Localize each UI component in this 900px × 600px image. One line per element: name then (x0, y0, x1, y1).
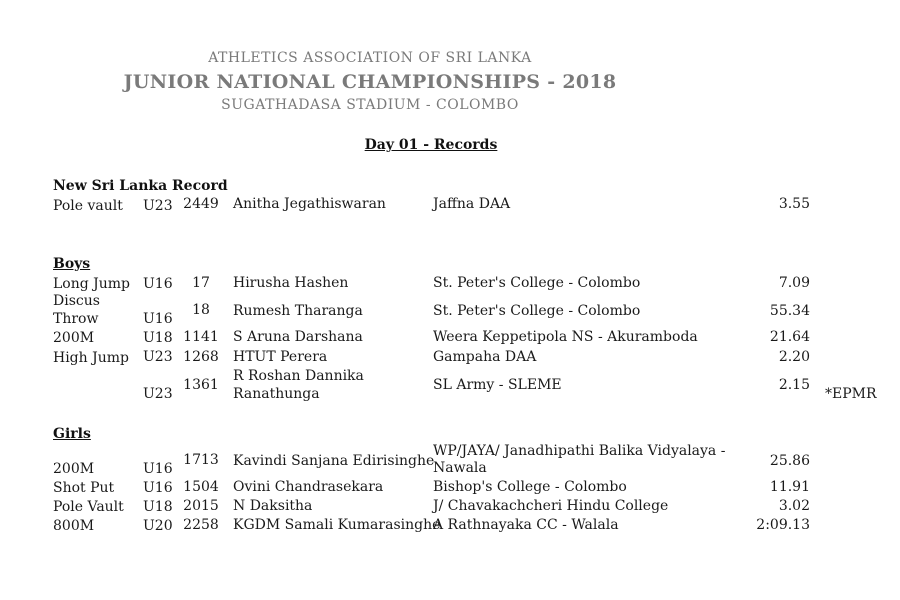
number-cell: 2258 (183, 517, 219, 533)
event-cell: Pole vault (53, 198, 123, 214)
section-title-boys: Boys (53, 256, 91, 272)
name-cell: Rumesh Tharanga (233, 303, 363, 319)
name-cell: Hirusha Hashen (233, 275, 349, 291)
performance-cell: 3.02 (778, 498, 810, 514)
event-cell: 200M (53, 330, 95, 346)
age-cell: U16 (143, 480, 173, 496)
age-cell: U20 (143, 518, 173, 534)
club-cell: Gampaha DAA (433, 349, 537, 365)
name-cell: S Aruna Darshana (233, 329, 363, 345)
event-cell: Long Jump (53, 276, 131, 292)
club-cell: J/ Chavakachcheri Hindu College (433, 498, 669, 514)
day-title: Day 01 - Records (364, 137, 498, 153)
number-cell: 1713 (183, 452, 219, 468)
club-cell-line2: Nawala (433, 460, 487, 476)
performance-cell: 2.20 (778, 349, 810, 365)
name-cell: KGDM Samali Kumarasinghe (233, 517, 441, 533)
performance-cell: 11.91 (769, 479, 810, 495)
name-cell: Ovini Chandrasekara (233, 479, 384, 495)
event-cell: 800M (53, 518, 95, 534)
name-cell: Kavindi Sanjana Edirisinghe (233, 453, 435, 469)
performance-cell: 2.15 (778, 377, 810, 393)
number-cell: 17 (192, 275, 210, 291)
number-cell: 2449 (183, 196, 219, 212)
event-cell: Shot Put (53, 480, 115, 496)
club-cell: SL Army - SLEME (433, 377, 562, 393)
age-cell: U18 (143, 499, 173, 515)
note-cell: *EPMR (825, 386, 877, 402)
performance-cell: 7.09 (778, 275, 810, 291)
performance-cell: 3.55 (778, 196, 810, 212)
age-cell: U18 (143, 330, 173, 346)
event-cell-line1: Discus (53, 293, 100, 309)
performance-cell: 21.64 (769, 329, 810, 345)
club-cell: Jaffna DAA (433, 196, 511, 212)
name-cell: HTUT Perera (233, 349, 328, 365)
club-cell-line1: WP/JAYA/ Janadhipathi Balika Vidyalaya - (433, 443, 726, 459)
championship-title: JUNIOR NATIONAL CHAMPIONSHIPS - 2018 (123, 71, 617, 93)
age-cell: U16 (143, 311, 173, 327)
age-cell: U23 (143, 349, 173, 365)
name-cell-line2: Ranathunga (233, 386, 320, 402)
number-cell: 1141 (183, 329, 219, 345)
club-cell: St. Peter's College - Colombo (433, 303, 641, 319)
number-cell: 2015 (183, 498, 219, 514)
number-cell: 1361 (183, 377, 219, 393)
section-title-girls: Girls (53, 426, 91, 442)
performance-cell: 2:09.13 (756, 517, 810, 533)
number-cell: 1504 (183, 479, 219, 495)
number-cell: 18 (192, 302, 210, 318)
club-cell: Bishop's College - Colombo (433, 479, 627, 495)
club-cell: St. Peter's College - Colombo (433, 275, 641, 291)
venue-name: SUGATHADASA STADIUM - COLOMBO (221, 97, 519, 113)
name-cell: Anitha Jegathiswaran (233, 196, 386, 212)
age-cell: U16 (143, 276, 173, 292)
name-cell: N Daksitha (233, 498, 313, 514)
age-cell: U23 (143, 198, 173, 214)
section-title-new-record: New Sri Lanka Record (53, 178, 228, 194)
club-cell: A Rathnayaka CC - Walala (433, 517, 619, 533)
event-cell-line2: Throw (53, 311, 99, 327)
age-cell: U23 (143, 386, 173, 402)
association-name: ATHLETICS ASSOCIATION OF SRI LANKA (208, 50, 532, 66)
number-cell: 1268 (183, 349, 219, 365)
club-cell: Weera Keppetipola NS - Akuramboda (433, 329, 698, 345)
name-cell-line1: R Roshan Dannika (233, 368, 364, 384)
performance-cell: 25.86 (769, 453, 810, 469)
age-cell: U16 (143, 461, 173, 477)
event-cell: Pole Vault (53, 499, 124, 515)
performance-cell: 55.34 (769, 303, 810, 319)
event-cell: High Jump (53, 350, 129, 366)
event-cell: 200M (53, 461, 95, 477)
